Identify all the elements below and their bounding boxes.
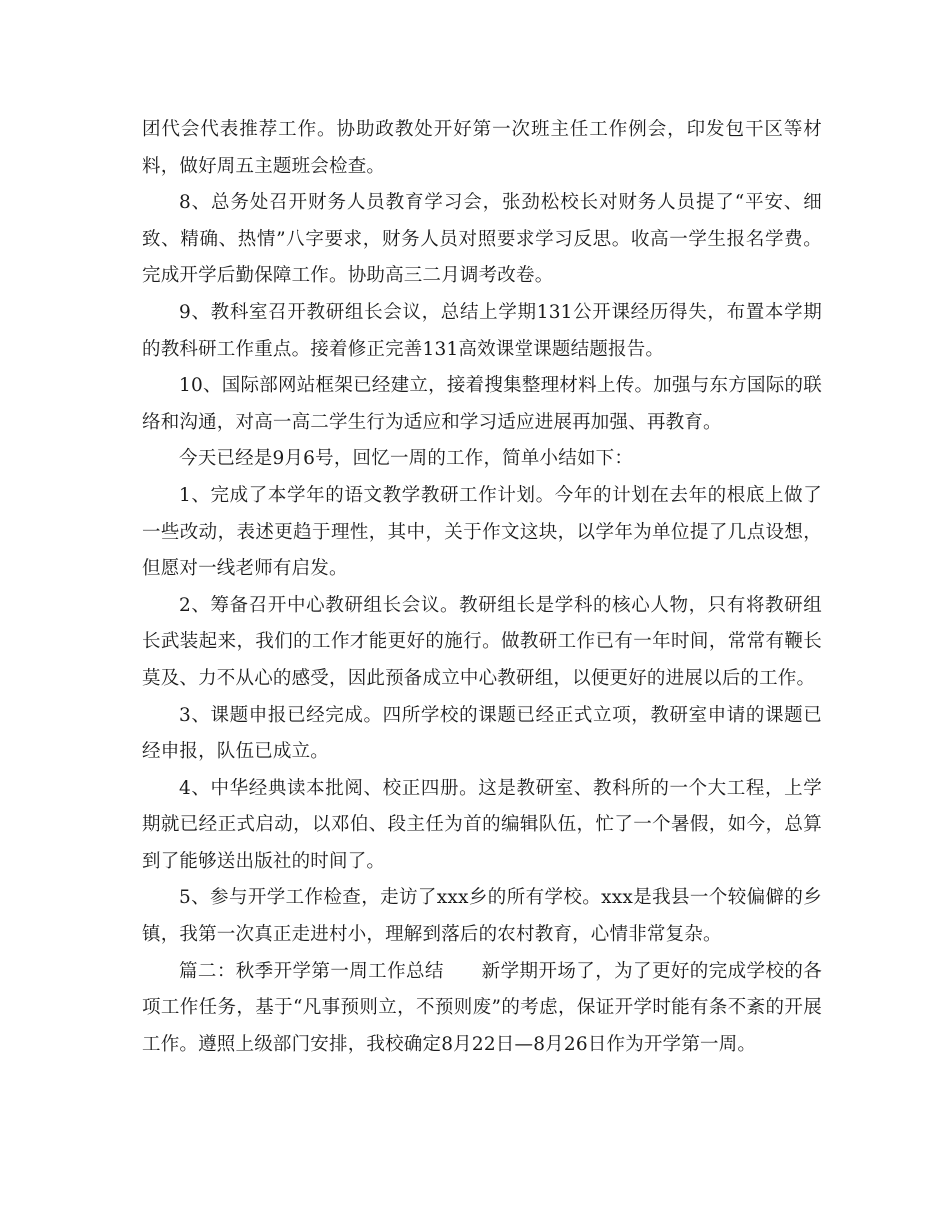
document-body bbox=[142, 112, 822, 1063]
paragraph-summary-5: 5、参与开学工作检查，走访了xxx乡的所有学校。xxx是我县一个较偏僻的乡镇，我第一次真正走进村小，理解到落后的农村教育，心情非常复杂。 bbox=[142, 887, 822, 946]
paragraph-continuation: 团代会代表推荐工作。协助政教处开好第一次班主任工作例会，印发包干区等材料，做好周五主题班会检查。 bbox=[142, 119, 822, 177]
paragraph-item-10: 10、国际部网站框架已经建立，接着搜集整理材料上传。加强与东方国际的联络和沟通，对高一高二学生行为适应和学习适应进展再加强、再教育。 bbox=[142, 375, 822, 433]
paragraph-summary-3: 3、课题申报已经完成。四所学校的课题已经正式立项，教研室申请的课题已经申报，队伍已成立。 bbox=[142, 704, 822, 763]
paragraph-weekly-intro: 今天已经是9月6号，回忆一周的工作，简单小结如下： bbox=[179, 448, 634, 470]
paragraph-item-8: 8、总务处召开财务人员教育学习会，张劲松校长对财务人员提了“平安、细致、精确、热情”八字要求，财务人员对照要求学习反思。收高一学生报名学费。完成开学后勤保障工作。协助高三二月调考改卷。 bbox=[142, 192, 822, 287]
paragraph-summary-4: 4、中华经典读本批阅、校正四册。这是教研室、教科所的一个大工程，上学期就已经正式启动，以邓伯、段主任为首的编辑队伍，忙了一个暑假，如今，总算到了能够送出版社的时间了。 bbox=[142, 777, 822, 872]
paragraph-article-two: 篇二：秋季开学第一周工作总结 新学期开场了，为了更好的完成学校的各项工作任务，基于“凡事预则立，不预则废”的考虑，保证开学时能有条不紊的开展工作。遵照上级部门安排，我校确定8月22日—8月26日作为开学第一周。 bbox=[142, 960, 822, 1055]
paragraph-item-9: 9、教科室召开教研组长会议，总结上学期131公开课经历得失，布置本学期的教科研工作重点。接着修正完善131高效课堂课题结题报告。 bbox=[142, 301, 822, 360]
paragraph-summary-1: 1、完成了本学年的语文教学教研工作计划。今年的计划在去年的根底上做了一些改动，表述更趋于理性，其中，关于作文这块，以学年为单位提了几点设想，但愿对一线老师有启发。 bbox=[142, 484, 822, 580]
paragraph-summary-2: 2、筹备召开中心教研组长会议。教研组长是学科的核心人物，只有将教研组长武装起来，我们的工作才能更好的施行。做教研工作已有一年时间，常常有鞭长莫及、力不从心的感受，因此预备成立中心教研组，以便更好的进展以后的工作。 bbox=[142, 594, 822, 689]
